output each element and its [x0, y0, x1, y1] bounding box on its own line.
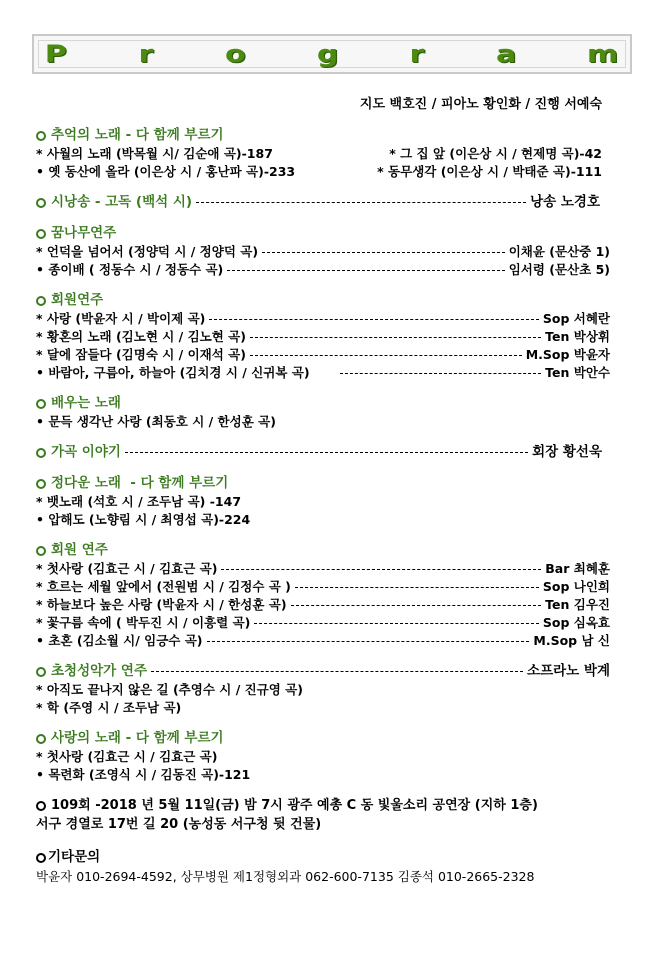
section-heading: 정다운 노래 - 다 함께 부르기	[36, 474, 610, 493]
song-title: • 초혼 (김소월 시/ 임긍수 곡)	[36, 633, 203, 648]
venue-info	[36, 796, 610, 834]
section-love-songs	[36, 729, 610, 784]
section-youth-performance	[36, 224, 610, 279]
contact-info	[36, 848, 610, 886]
song-row	[36, 163, 610, 181]
performer: 이채윤 (문산중 1)	[508, 244, 610, 259]
guest-performer: 소프라노 박계	[527, 663, 610, 679]
performer: Sop 나인희	[542, 579, 610, 594]
bullet-circle-icon	[36, 546, 46, 556]
performer: Bar 최혜훈	[545, 561, 610, 576]
section-heading: 초청성악가 연주 소프라노 박계	[36, 662, 610, 681]
performance-row	[36, 560, 610, 578]
bullet-circle-icon	[36, 296, 46, 306]
song-title: • 압해도 (노향림 시 / 최영섭 곡)-224	[36, 512, 251, 527]
song-row	[36, 145, 610, 163]
song-item: * 그 집 앞 (이은상 시 / 현제명 곡)-42	[389, 146, 602, 161]
section-heading: 꿈나무연주	[36, 224, 610, 243]
performance-row	[36, 596, 610, 614]
song-title: * 학 (주영 시 / 조두남 곡)	[36, 700, 182, 715]
song-title: * 하늘보다 높은 사랑 (박윤자 시 / 한성훈 곡)	[36, 597, 287, 612]
contact-line: 박윤자 010-2694-4592, 상무병원 제1정형외과 062-600-7135 김종석 010-2665-2328	[36, 869, 535, 884]
bullet-circle-icon	[36, 734, 46, 744]
dashed-leader	[125, 452, 528, 453]
song-title: * 황혼의 노래 (김노현 시 / 김노현 곡)	[36, 329, 246, 344]
section-heading: 회원 연주	[36, 541, 610, 560]
dashed-leader	[262, 252, 505, 253]
dashed-leader	[340, 373, 542, 374]
contact-heading: 기타문의	[36, 848, 610, 867]
song-title: * 사랑 (박윤자 시 / 박이제 곡)	[36, 311, 206, 326]
section-heading: 회원연주	[36, 291, 610, 310]
bullet-circle-icon	[36, 667, 46, 677]
section-memory-songs	[36, 126, 610, 181]
dashed-leader	[250, 355, 522, 356]
performance-row	[36, 261, 610, 279]
dashed-leader	[151, 671, 523, 672]
banner-letter-r1: r	[138, 40, 154, 68]
song-title: * 뱃노래 (석호 시 / 조두남 곡) -147	[36, 494, 242, 509]
song-title: * 첫사랑 (김효근 시 / 김효근 곡)	[36, 749, 218, 764]
song-title: * 흐르는 세월 앞에서 (전원범 시 / 김정수 곡 )	[36, 579, 291, 594]
performer: 임서령 (문산초 5)	[508, 262, 610, 277]
program-banner-inner	[38, 40, 626, 68]
section-heading: 시낭송 - 고독 (백석 시) 낭송 노경호	[36, 193, 610, 212]
song-title: • 종이배 ( 정동수 시 / 정동수 곡)	[36, 262, 224, 277]
bullet-circle-icon	[36, 479, 46, 489]
bullet-circle-icon	[36, 131, 46, 141]
song-title: * 아직도 끝나지 않은 길 (추영수 시 / 진규영 곡)	[36, 682, 303, 697]
performance-row	[36, 614, 610, 632]
venue-address: 서구 경열로 17번 길 20 (농성동 서구청 뒷 건물)	[36, 817, 322, 832]
bullet-circle-icon	[36, 198, 46, 208]
section-member-performance-1	[36, 291, 610, 382]
banner-letter-m: m	[586, 40, 619, 68]
song-row	[36, 413, 610, 431]
performance-row	[36, 346, 610, 364]
section-poem-recital	[36, 193, 610, 212]
performance-row	[36, 243, 610, 261]
song-row	[36, 766, 610, 784]
dashed-leader	[295, 587, 539, 588]
dashed-leader	[221, 569, 541, 570]
performer: 낭송 노경호	[530, 194, 600, 210]
song-row	[36, 699, 610, 717]
song-item: * 사월의 노래 (박목월 시/ 김순애 곡)-187	[36, 146, 273, 161]
section-friendly-songs	[36, 474, 610, 529]
performer: M.Sop 남 신	[533, 633, 610, 648]
performance-row	[36, 632, 610, 650]
banner-letter-r2: r	[409, 40, 425, 68]
bullet-circle-icon	[36, 853, 46, 863]
song-row	[36, 681, 610, 699]
credits-line: 지도 백호진 / 피아노 황인화 / 진행 서예숙	[359, 97, 602, 112]
song-title: • 문득 생각난 사랑 (최동호 시 / 한성훈 곡)	[36, 414, 276, 429]
song-item: * 동무생각 (이은상 시 / 박태준 곡)-111	[377, 164, 602, 179]
song-row	[36, 511, 610, 529]
performer: M.Sop 박윤자	[525, 347, 610, 362]
song-title: * 첫사랑 (김효근 시 / 김효근 곡)	[36, 561, 218, 576]
section-heading: 사랑의 노래 - 다 함께 부르기	[36, 729, 610, 748]
banner-letter-p: P	[44, 40, 67, 68]
performance-row	[36, 328, 610, 346]
program-content	[36, 126, 610, 898]
dashed-leader	[250, 337, 541, 338]
section-heading: 추억의 노래 - 다 함께 부르기	[36, 126, 610, 145]
performer: Ten 김우진	[545, 597, 610, 612]
dashed-leader	[207, 641, 530, 642]
section-song-story	[36, 443, 610, 462]
performer: Ten 박상휘	[545, 329, 610, 344]
bullet-circle-icon	[36, 801, 46, 811]
banner-letter-o: o	[224, 40, 246, 68]
dashed-leader	[227, 270, 504, 271]
dashed-leader	[254, 623, 539, 624]
song-row	[36, 748, 610, 766]
song-title: • 바람아, 구름아, 하늘아 (김치경 시 / 신귀복 곡)	[36, 365, 310, 380]
section-heading: 가곡 이야기 회장 황선욱	[36, 443, 610, 462]
song-title: * 꽃구름 속에 ( 박두진 시 / 이흥렬 곡)	[36, 615, 251, 630]
performance-row	[36, 578, 610, 596]
song-row	[36, 493, 610, 511]
performer: Sop 심옥효	[542, 615, 610, 630]
performer: Sop 서혜란	[542, 311, 610, 326]
section-guest-performance	[36, 662, 610, 717]
dashed-leader	[209, 319, 538, 320]
section-member-performance-2	[36, 541, 610, 650]
banner-letter-g: g	[316, 40, 339, 68]
program-banner	[32, 34, 632, 74]
performance-row	[36, 310, 610, 328]
bullet-circle-icon	[36, 399, 46, 409]
banner-letter-a: a	[496, 40, 517, 68]
section-heading: 배우는 노래	[36, 394, 610, 413]
song-title: • 목련화 (조영식 시 / 김동진 곡)-121	[36, 767, 251, 782]
song-title: * 언덕을 넘어서 (정양덕 시 / 정양덕 곡)	[36, 244, 259, 259]
section-learning-song	[36, 394, 610, 431]
venue-line: 109회 -2018 년 5월 11일(금) 밤 7시 광주 예총 C 동 빛울소리 공연장 (지하 1층)	[36, 796, 610, 815]
song-item: • 옛 동산에 올라 (이은상 시 / 홍난파 곡)-233	[36, 164, 296, 179]
performer: Ten 박안수	[545, 365, 610, 380]
performance-row	[36, 364, 610, 382]
presenter: 회장 황선욱	[532, 444, 602, 460]
bullet-circle-icon	[36, 229, 46, 239]
dashed-leader	[291, 605, 542, 606]
bullet-circle-icon	[36, 448, 46, 458]
song-title: * 달에 잠들다 (김명숙 시 / 이재석 곡)	[36, 347, 246, 362]
dashed-leader	[196, 202, 526, 203]
